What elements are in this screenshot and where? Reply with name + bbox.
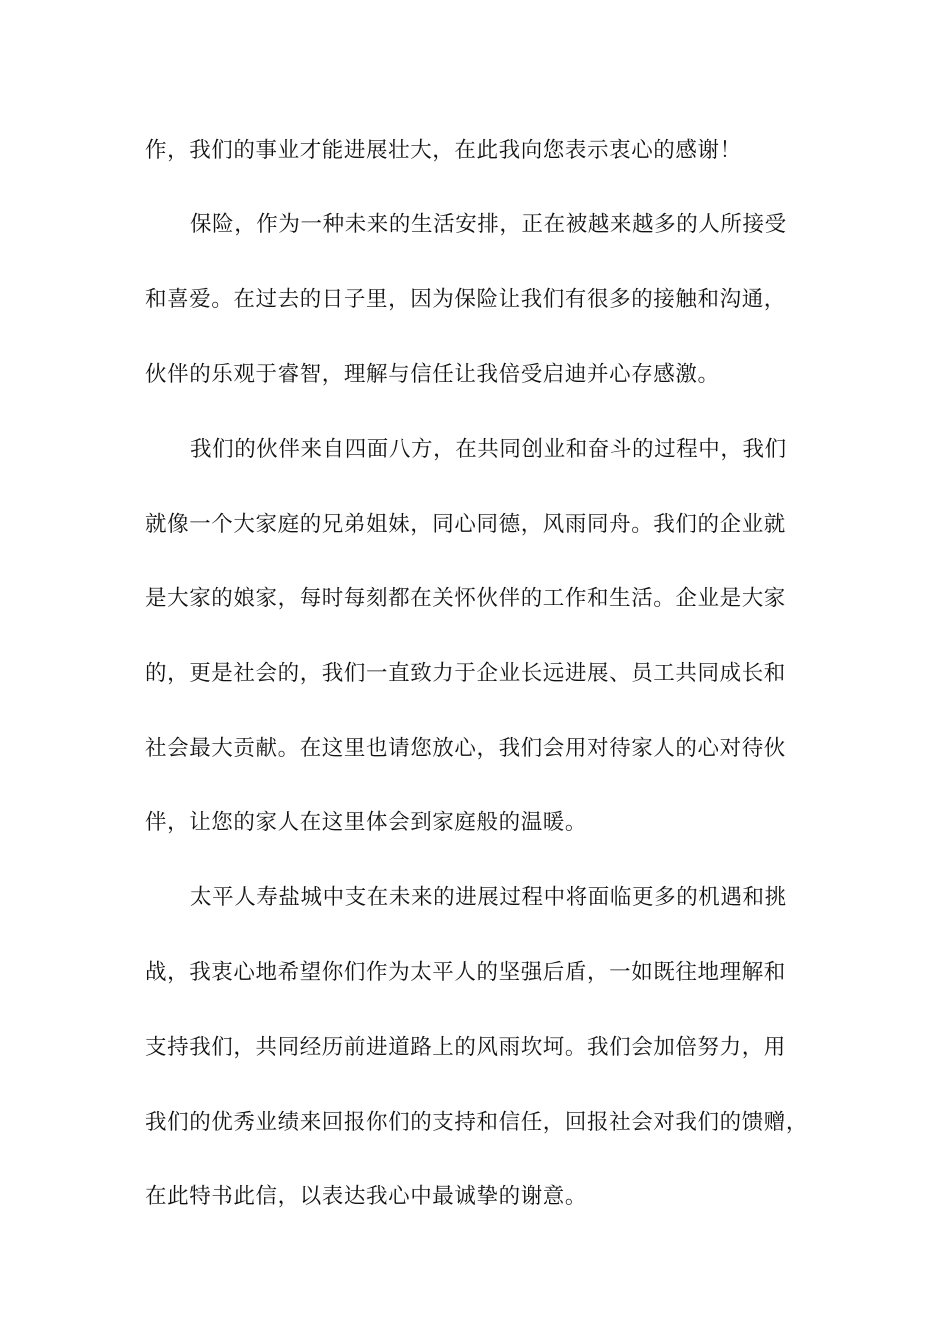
text-line: 伙伴的乐观于睿智，理解与信任让我倍受启迪并心存感激。 bbox=[145, 362, 720, 387]
text-line: 社会最大贡献。在这里也请您放心，我们会用对待家人的心对待伙 bbox=[145, 736, 786, 761]
text-line: 就像一个大家庭的兄弟姐妹，同心同德，风雨同舟。我们的企业就 bbox=[145, 512, 786, 537]
text-line: 是大家的娘家，每时每刻都在关怀伙伴的工作和生活。企业是大家 bbox=[145, 586, 786, 611]
text-line: 作，我们的事业才能进展壮大，在此我向您表示衷心的感谢！ bbox=[145, 138, 742, 163]
text-line: 和喜爱。在过去的日子里，因为保险让我们有很多的接触和沟通， bbox=[145, 287, 786, 312]
text-line: 的，更是社会的，我们一直致力于企业长远进展、员工共同成长和 bbox=[145, 661, 786, 686]
text-line: 战，我衷心地希望你们作为太平人的坚强后盾，一如既往地理解和 bbox=[145, 960, 786, 985]
text-line: 我们的伙伴来自四面八方，在共同创业和奋斗的过程中，我们 bbox=[190, 437, 787, 462]
text-line: 太平人寿盐城中支在未来的进展过程中将面临更多的机遇和挑 bbox=[190, 885, 787, 910]
text-line: 支持我们，共同经历前进道路上的风雨坎坷。我们会加倍努力，用 bbox=[145, 1035, 786, 1060]
text-line: 伴，让您的家人在这里体会到家庭般的温暖。 bbox=[145, 810, 588, 835]
text-line: 保险，作为一种未来的生活安排，正在被越来越多的人所接受 bbox=[190, 212, 787, 237]
text-line: 我们的优秀业绩来回报你们的支持和信任，回报社会对我们的馈赠， bbox=[145, 1110, 809, 1135]
text-line: 在此特书此信，以表达我心中最诚挚的谢意。 bbox=[145, 1184, 588, 1209]
